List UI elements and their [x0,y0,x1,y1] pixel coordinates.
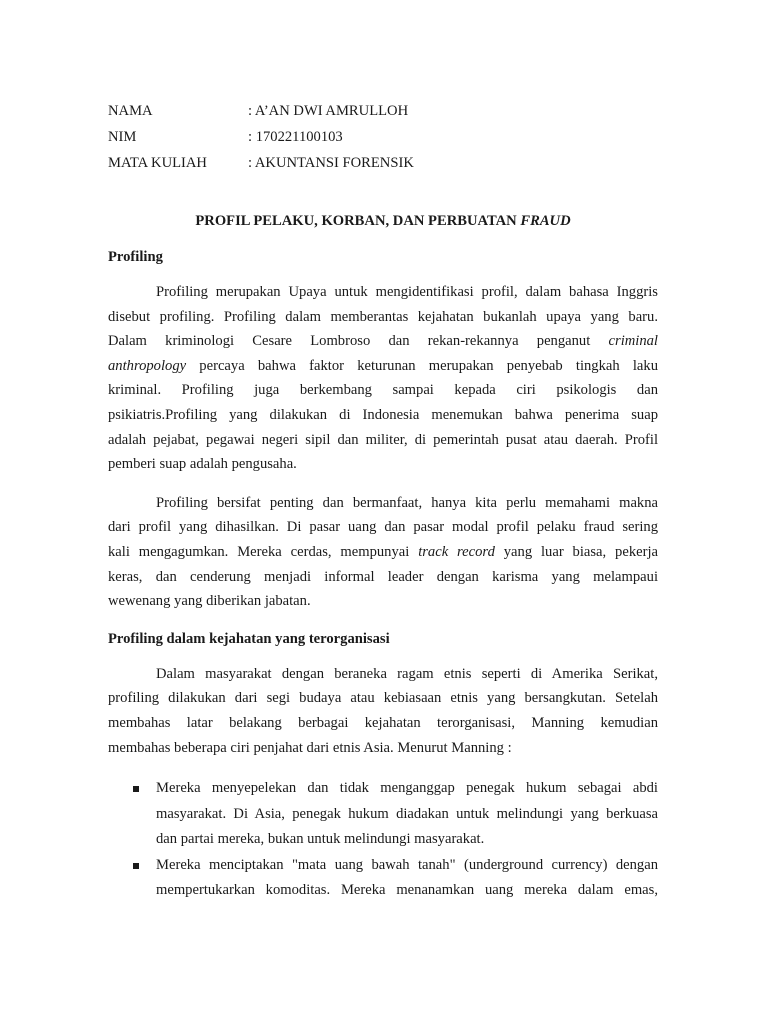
text-line: psikiatris.Profiling yang dilakukan di Indonesia menemukan bahwa penerima suap [108,406,658,423]
text-line: Mereka menciptakan "mata uang bawah tanah" (underground currency) dengan [156,856,658,873]
text-line: masyarakat. Di Asia, penegak hukum diadakan untuk melindungi yang berkuasa [156,805,658,822]
list-item [108,853,658,904]
italic-term: criminal [608,333,658,350]
text-line [108,329,658,354]
text-run: kali mengagumkan. Mereka cerdas, mempunyai [108,543,419,560]
text-line: Dalam masyarakat dengan beraneka ragam etnis seperti di Amerika Serikat, [156,665,658,682]
text-line: dan partai mereka, bukan untuk melindungi masyarakat. [156,831,485,848]
info-value: : AKUNTANSI FORENSIK [248,155,414,171]
bullet-square-icon [133,863,139,869]
text-line: pemberi suap adalah pengusaha. [108,456,297,473]
info-row-nama [108,98,658,124]
info-value: : 170221100103 [248,129,343,145]
bullet-list [108,776,658,904]
text-line: kriminal. Profiling juga berkembang sampai kepada ciri psikologis dan [108,382,658,399]
title-main: PROFIL PELAKU, KORBAN, DAN PERBUATAN [195,213,521,229]
document-page [108,98,658,904]
title-italic: FRAUD [520,213,571,229]
list-item [108,776,658,853]
section-heading-organized-crime: Profiling dalam kejahatan yang terorganisasi [108,630,390,647]
student-info [108,98,658,176]
text-line: adalah pejabat, pegawai negeri sipil dan militer, di pemerintah pusat atau daerah. Profil [108,431,658,448]
paragraph-organized-crime [108,662,658,760]
document-title [108,210,658,232]
info-label: NIM [108,129,137,145]
section-heading-profiling: Profiling [108,249,163,265]
text-run: percaya bahwa faktor keturunan merupakan penyebab tingkah laku [186,357,658,374]
info-value: : A’AN DWI AMRULLOH [248,103,409,119]
text-line: wewenang yang diberikan jabatan. [108,593,311,610]
text-line: dari profil yang dihasilkan. Di pasar uang dan pasar modal profil pelaku fraud sering [108,519,658,536]
text-line [108,540,658,565]
paragraph-profiling-1 [108,280,658,477]
text-line: Profiling bersifat penting dan bermanfaat, hanya kita perlu memahami makna [156,494,658,511]
text-line: keras, dan cenderung menjadi informal leader dengan karisma yang melampaui [108,568,658,585]
paragraph-profiling-2 [108,491,658,614]
text-line: Profiling merupakan Upaya untuk mengidentifikasi profil, dalam bahasa Inggris [156,284,658,300]
info-label: MATA KULIAH [108,155,207,171]
text-run: Dalam kriminologi Cesare Lombroso dan rekan-rekannya penganut [108,333,609,350]
italic-term: track record [418,543,495,560]
info-label: NAMA [108,103,153,119]
text-line: profiling dilakukan dari segi budaya atau kebiasaan etnis yang bersangkutan. Setelah [108,690,658,707]
text-line: disebut profiling. Profiling dalam memberantas kejahatan bukanlah upaya yang baru. [108,308,658,325]
italic-term: anthropology [108,357,187,374]
bullet-square-icon [133,786,139,792]
text-line: membahas latar belakang berbagai kejahatan terorganisasi, Manning kemudian [108,714,658,731]
info-row-mata-kuliah [108,150,658,176]
text-line [108,354,658,379]
info-row-nim [108,124,658,150]
text-run: yang luar biasa, pekerja [494,543,658,560]
text-line: Mereka menyepelekan dan tidak menganggap penegak hukum sebagai abdi [156,780,658,797]
text-line: mempertukarkan komoditas. Mereka menanamkan uang mereka dalam emas, [156,882,658,899]
text-line: membahas beberapa ciri penjahat dari etnis Asia. Menurut Manning : [108,739,512,756]
